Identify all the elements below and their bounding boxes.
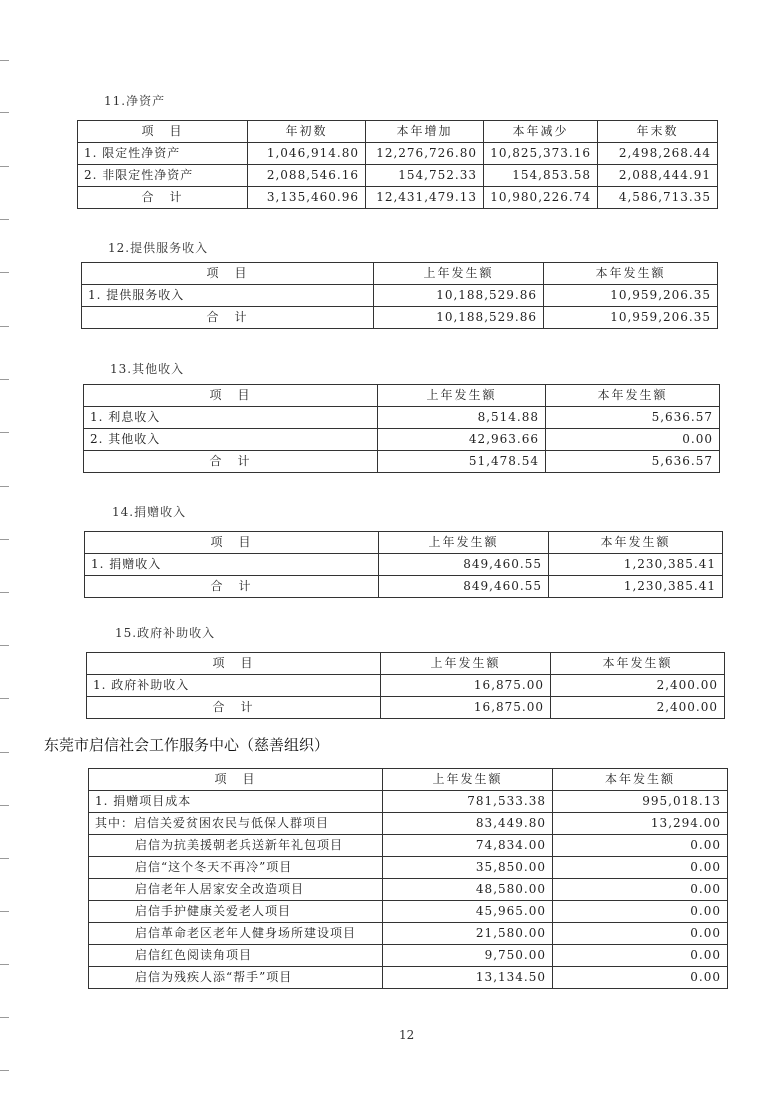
- value-cell: 45,965.00: [383, 901, 553, 923]
- header-cell: 项 目: [85, 532, 379, 554]
- binder-mark: [0, 432, 9, 433]
- value-cell: 1,046,914.80: [248, 143, 366, 165]
- total-value: 849,460.55: [379, 576, 549, 598]
- government-subsidy-table: [86, 652, 725, 719]
- binder-mark: [0, 911, 9, 912]
- value-cell: 10,188,529.86: [374, 285, 544, 307]
- header-cell: 上年发生额: [383, 769, 553, 791]
- table-row: [89, 945, 728, 967]
- header-cell: 项 目: [87, 653, 381, 675]
- value-cell: 849,460.55: [379, 554, 549, 576]
- binder-mark: [0, 326, 9, 327]
- binder-mark: [0, 272, 9, 273]
- value-cell: 16,875.00: [381, 675, 551, 697]
- table-row: [89, 901, 728, 923]
- table-total-row: [87, 697, 725, 719]
- binder-mark: [0, 60, 9, 61]
- section-title-other-income: 13.其他收入: [110, 362, 185, 376]
- header-cell: 本年发生额: [544, 263, 718, 285]
- item-cell: 1. 提供服务收入: [82, 285, 374, 307]
- item-cell: 启信为抗美援朝老兵送新年礼包项目: [89, 835, 383, 857]
- table-header-row: [89, 769, 728, 791]
- table-row: [89, 791, 728, 813]
- value-cell: 13,134.50: [383, 967, 553, 989]
- value-cell: 0.00: [553, 967, 728, 989]
- item-cell: 1. 利息收入: [84, 407, 378, 429]
- total-label: 合 计: [78, 187, 248, 209]
- organization-name: 东莞市启信社会工作服务中心（慈善组织）: [44, 736, 330, 754]
- item-cell: 启信为残疾人添“帮手”项目: [89, 967, 383, 989]
- net-assets-table: [77, 120, 718, 209]
- binder-mark: [0, 112, 9, 113]
- header-cell: 年末数: [598, 121, 718, 143]
- table-header-row: [84, 385, 720, 407]
- table-header-row: [78, 121, 718, 143]
- table-row: [89, 879, 728, 901]
- table-row: [84, 407, 720, 429]
- value-cell: 48,580.00: [383, 879, 553, 901]
- other-income-table: [83, 384, 720, 473]
- value-cell: 1,230,385.41: [549, 554, 723, 576]
- total-label: 合 计: [87, 697, 381, 719]
- donation-income-table: [84, 531, 723, 598]
- value-cell: 74,834.00: [383, 835, 553, 857]
- total-value: 12,431,479.13: [366, 187, 484, 209]
- header-cell: 上年发生额: [379, 532, 549, 554]
- table-total-row: [85, 576, 723, 598]
- binder-mark: [0, 592, 9, 593]
- value-cell: 2,400.00: [551, 675, 725, 697]
- binder-mark: [0, 379, 9, 380]
- value-cell: 0.00: [553, 879, 728, 901]
- item-cell: 2. 其他收入: [84, 429, 378, 451]
- item-cell: 1. 限定性净资产: [78, 143, 248, 165]
- binder-mark: [0, 219, 9, 220]
- total-value: 2,400.00: [551, 697, 725, 719]
- table-row: [89, 923, 728, 945]
- header-cell: 上年发生额: [374, 263, 544, 285]
- service-income-table: [81, 262, 718, 329]
- header-cell: 上年发生额: [381, 653, 551, 675]
- item-cell: 启信红色阅读角项目: [89, 945, 383, 967]
- value-cell: 42,963.66: [378, 429, 546, 451]
- total-value: 16,875.00: [381, 697, 551, 719]
- header-cell: 本年发生额: [549, 532, 723, 554]
- header-cell: 本年发生额: [551, 653, 725, 675]
- total-value: 1,230,385.41: [549, 576, 723, 598]
- binder-mark: [0, 964, 9, 965]
- binder-mark: [0, 539, 9, 540]
- table-total-row: [78, 187, 718, 209]
- value-cell: 12,276,726.80: [366, 143, 484, 165]
- table-row: [78, 143, 718, 165]
- value-cell: 0.00: [546, 429, 720, 451]
- item-cell: 1. 捐赠收入: [85, 554, 379, 576]
- table-row: [87, 675, 725, 697]
- table-total-row: [82, 307, 718, 329]
- value-cell: 21,580.00: [383, 923, 553, 945]
- project-cost-table: [88, 768, 728, 989]
- binder-mark: [0, 805, 9, 806]
- value-cell: 2,088,444.91: [598, 165, 718, 187]
- table-row: [82, 285, 718, 307]
- value-cell: 0.00: [553, 901, 728, 923]
- header-cell: 本年减少: [484, 121, 598, 143]
- value-cell: 0.00: [553, 857, 728, 879]
- item-cell: 启信老年人居家安全改造项目: [89, 879, 383, 901]
- item-cell: 1. 政府补助收入: [87, 675, 381, 697]
- total-value: 5,636.57: [546, 451, 720, 473]
- binder-mark: [0, 166, 9, 167]
- item-cell: 其中：启信关爱贫困农民与低保人群项目: [89, 813, 383, 835]
- value-cell: 2,088,546.16: [248, 165, 366, 187]
- total-value: 51,478.54: [378, 451, 546, 473]
- table-header-row: [82, 263, 718, 285]
- binder-mark: [0, 1070, 9, 1071]
- total-value: 10,980,226.74: [484, 187, 598, 209]
- value-cell: 10,825,373.16: [484, 143, 598, 165]
- header-cell: 上年发生额: [378, 385, 546, 407]
- table-row: [85, 554, 723, 576]
- value-cell: 154,853.58: [484, 165, 598, 187]
- header-cell: 本年发生额: [553, 769, 728, 791]
- table-total-row: [84, 451, 720, 473]
- binder-mark: [0, 486, 9, 487]
- binder-mark: [0, 698, 9, 699]
- value-cell: 0.00: [553, 835, 728, 857]
- item-cell: 1. 捐赠项目成本: [89, 791, 383, 813]
- total-value: 10,188,529.86: [374, 307, 544, 329]
- item-cell: 启信革命老区老年人健身场所建设项目: [89, 923, 383, 945]
- item-cell: 2. 非限定性净资产: [78, 165, 248, 187]
- value-cell: 995,018.13: [553, 791, 728, 813]
- table-row: [89, 813, 728, 835]
- total-value: 4,586,713.35: [598, 187, 718, 209]
- value-cell: 9,750.00: [383, 945, 553, 967]
- header-cell: 项 目: [82, 263, 374, 285]
- value-cell: 5,636.57: [546, 407, 720, 429]
- header-cell: 项 目: [84, 385, 378, 407]
- table-row: [89, 857, 728, 879]
- value-cell: 83,449.80: [383, 813, 553, 835]
- value-cell: 10,959,206.35: [544, 285, 718, 307]
- value-cell: 2,498,268.44: [598, 143, 718, 165]
- table-row: [78, 165, 718, 187]
- value-cell: 35,850.00: [383, 857, 553, 879]
- binder-mark: [0, 752, 9, 753]
- value-cell: 0.00: [553, 923, 728, 945]
- total-value: 10,959,206.35: [544, 307, 718, 329]
- item-cell: 启信手护健康关爱老人项目: [89, 901, 383, 923]
- value-cell: 154,752.33: [366, 165, 484, 187]
- header-cell: 年初数: [248, 121, 366, 143]
- value-cell: 0.00: [553, 945, 728, 967]
- total-label: 合 计: [84, 451, 378, 473]
- section-title-government-subsidy: 15.政府补助收入: [115, 626, 216, 640]
- table-row: [89, 967, 728, 989]
- binder-mark: [0, 1017, 9, 1018]
- section-title-service-income: 12.提供服务收入: [108, 241, 209, 255]
- table-row: [84, 429, 720, 451]
- total-label: 合 计: [85, 576, 379, 598]
- value-cell: 781,533.38: [383, 791, 553, 813]
- header-cell: 本年增加: [366, 121, 484, 143]
- header-cell: 项 目: [78, 121, 248, 143]
- binder-mark: [0, 858, 9, 859]
- item-cell: 启信“这个冬天不再冷”项目: [89, 857, 383, 879]
- table-header-row: [87, 653, 725, 675]
- binder-mark: [0, 645, 9, 646]
- value-cell: 8,514.88: [378, 407, 546, 429]
- table-header-row: [85, 532, 723, 554]
- value-cell: 13,294.00: [553, 813, 728, 835]
- total-value: 3,135,460.96: [248, 187, 366, 209]
- page-number: 12: [399, 1028, 415, 1042]
- table-row: [89, 835, 728, 857]
- section-title-donation-income: 14.捐赠收入: [112, 505, 187, 519]
- section-title-net-assets: 11.净资产: [104, 94, 166, 108]
- total-label: 合 计: [82, 307, 374, 329]
- header-cell: 项 目: [89, 769, 383, 791]
- header-cell: 本年发生额: [546, 385, 720, 407]
